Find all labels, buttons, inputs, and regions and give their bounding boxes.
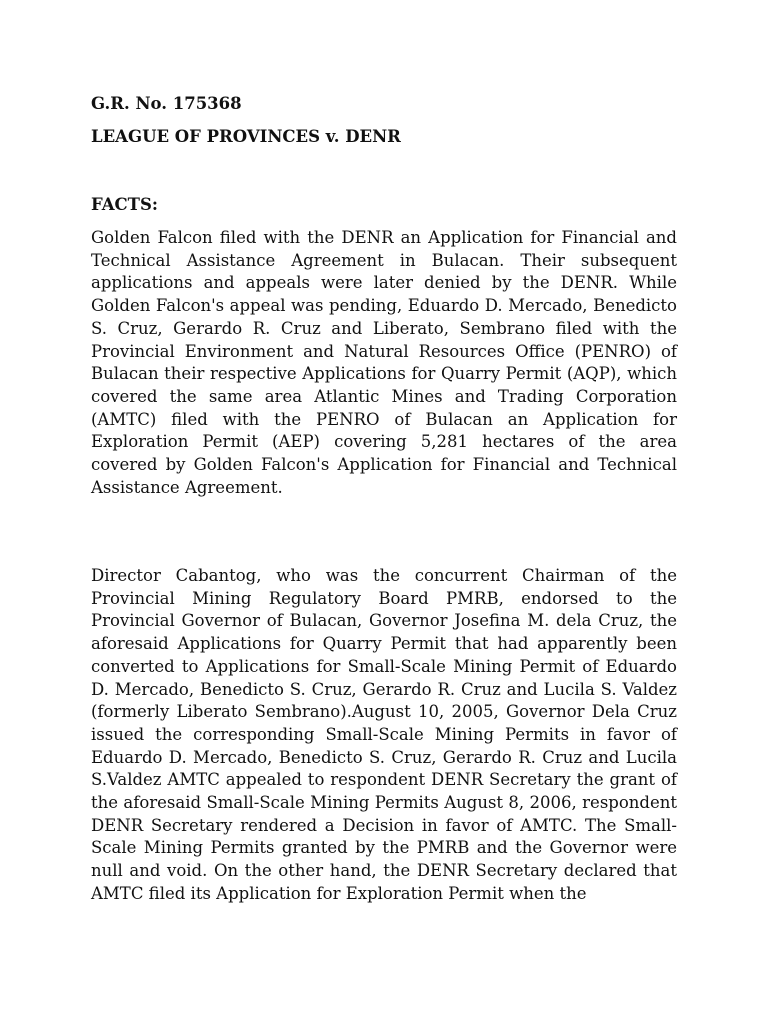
case-title: LEAGUE OF PROVINCES v. DENR	[91, 127, 401, 146]
facts-heading: FACTS:	[91, 195, 158, 214]
facts-paragraph-2: Director Cabantog, who was the concurrent Chairman of the Provincial Mining Regulatory Board PMRB, endorsed to the Provincial Governor of Bulacan, Governor Josefina M. dela Cruz, the aforesaid Applications for Quarry Permit that had apparently been converted to Applications for Small-Scale Mining Permit of Eduardo D. Mercado, Benedicto S. Cruz, Gerardo R. Cruz and Lucila S. Valdez (formerly Liberato Sembrano).August 10, 2005, Governor Dela Cruz issued the corresponding Small-Scale Mining Permits in favor of Eduardo D. Mercado, Benedicto S. Cruz, Gerardo R. Cruz and Lucila S.Valdez AMTC appealed to respondent DENR Secretary the grant of the aforesaid Small-Scale Mining Permits August 8, 2006, respondent DENR Secretary rendered a Decision in favor of AMTC. The Small-Scale Mining Permits granted by the PMRB and the Governor were null and void. On the other hand, the DENR Secretary declared that AMTC filed its Application for Exploration Permit when the	[91, 566, 677, 903]
case-number: G.R. No. 175368	[91, 94, 242, 113]
facts-paragraph-1: Golden Falcon filed with the DENR an Application for Financial and Technical Assistance Agreement in Bulacan. Their subsequent applications and appeals were later denied by the DENR. While Golden Falcon's appeal was pending, Eduardo D. Mercado, Benedicto S. Cruz, Gerardo R. Cruz and Liberato, Sembrano filed with the Provincial Environment and Natural Resources Office (PENRO) of Bulacan their respective Applications for Quarry Permit (AQP), which covered the same area Atlantic Mines and Trading Corporation (AMTC) filed with the PENRO of Bulacan an Application for Exploration Permit (AEP) covering 5,281 hectares of the area covered by Golden Falcon's Application for Financial and Technical Assistance Agreement.	[91, 228, 677, 497]
